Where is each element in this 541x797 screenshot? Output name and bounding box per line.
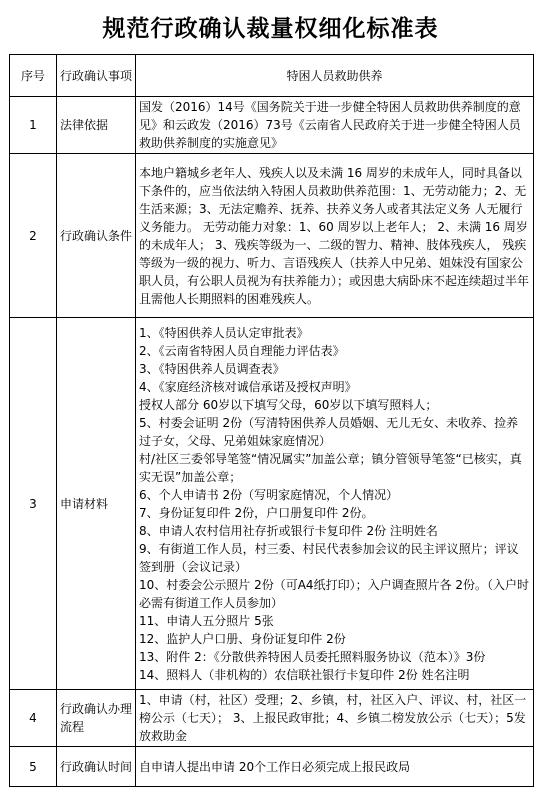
row-item: 行政确认办理流程 [57,690,136,747]
table-row [10,747,534,787]
content-line: 8、申请人农村信用社存折或银行卡复印件 2份 注明姓名 [139,523,438,538]
content-line: 1、《特困供养人员认定审批表》 [139,325,309,340]
content-line: 3、《特困供养人员调查表》 [139,361,285,376]
content-line: 10、村委会公示照片 2份（可A4纸打印）；入户调查照片各 2份。（入户时必需有街道工作人员参加） [139,577,530,610]
content-line: 7、身份证复印件 2份，户口册复印件 2份。 [139,505,374,520]
page-title: 规范行政确认裁量权细化标准表 [102,15,439,42]
content-line: 11、申请人五分照片 5张 [139,613,274,628]
content-line: 12、监护人户口册、身份证复印件 2份 [139,631,346,646]
row-content [136,747,534,787]
content-line: 本地户籍城乡老年人、残疾人以及未满 16 周岁的未成年人，同时具备以下条件的，应当依法纳入特困人员救助供养范围：1、无劳动能力；2、无生活来源；3、无法定赡养、抚养、扶养义务人或者其法定义务 人无履行义务能力。 无劳动能力对象：1、60 周岁以上老年人； 2、未满 16 周岁的未成年人； 3、残疾等级为一、二级的智力、精神、肢体残疾人， 残疾等级为一级的视力、听力、言语残疾人（扶养人中兄弟、姐妹没有国家公职人员，有公职人员视为有扶养能力）；或因患大病卧床不起连续超过半年且需他人长期照料的困难残疾人。 [139,165,530,306]
content-line: 授权人部分 60岁以下填写父母，60岁以下填写照料人； [139,397,438,412]
table-row [10,690,534,747]
row-item: 法律依据 [57,97,136,154]
content-line: 1、申请（村，社区）受理；2、乡镇，村，社区入户、评议、村，社区一榜公示（七天）； 3、上报民政审批；4、乡镇二榜发放公示（七天）；5发放救助金 [139,693,527,743]
table-row [10,318,534,690]
content-line: 2、《云南省特困人员自理能力评估表》 [139,343,345,358]
row-no: 2 [10,154,57,318]
header-no: 序号 [10,55,57,97]
content-line: 国发（2016）14号《国务院关于进一步健全特困人员救助供养制度的意见》和云政发（2016）73号《云南省人民政府关于进一步健全特困人员救助供养制度的实施意见》 [139,100,521,150]
table-row [10,97,534,154]
content-line: 4、《家庭经济核对诚信承诺及授权声明》 [139,379,357,394]
header-content: 特困人员救助供养 [136,55,534,97]
row-no: 3 [10,318,57,690]
content-line: 13、附件 2：《分散供养特困人员委托照料服务协议（范本）》3份 [139,649,486,664]
content-line: 自申请人提出申请 20个工作日必须完成上报民政局 [139,759,411,774]
content-line: 14、照料人（非机构的）农信联社银行卡复印件 2份 姓名注明 [139,667,470,682]
row-item: 申请材料 [57,318,136,690]
row-item: 行政确认条件 [57,154,136,318]
row-content [136,690,534,747]
table-header-row [10,55,534,97]
row-item: 行政确认时间 [57,747,136,787]
row-no: 5 [10,747,57,787]
standard-table [9,54,534,787]
content-line: 村/社区三委邻导笔签“情况属实”加盖公章；镇分管领导笔签“已核实，真实无误”加盖公章； [139,451,522,484]
row-no: 4 [10,690,57,747]
content-line: 9、有街道工作人员，村三委、村民代表参加会议的民主评议照片；评议签到册（会议记录） [139,541,519,574]
table-row [10,154,534,318]
row-content [136,154,534,318]
header-item: 行政确认事项 [57,55,136,97]
row-content [136,97,534,154]
row-content [136,318,534,690]
content-line: 5、村委会证明 2份（写清特困供养人员婚姻、无儿无女、未收养、捡养过子女，父母、兄弟姐妹家庭情况） [139,415,519,448]
row-no: 1 [10,97,57,154]
content-line: 6、个人申请书 2份（写明家庭情况，个人情况） [139,487,399,502]
